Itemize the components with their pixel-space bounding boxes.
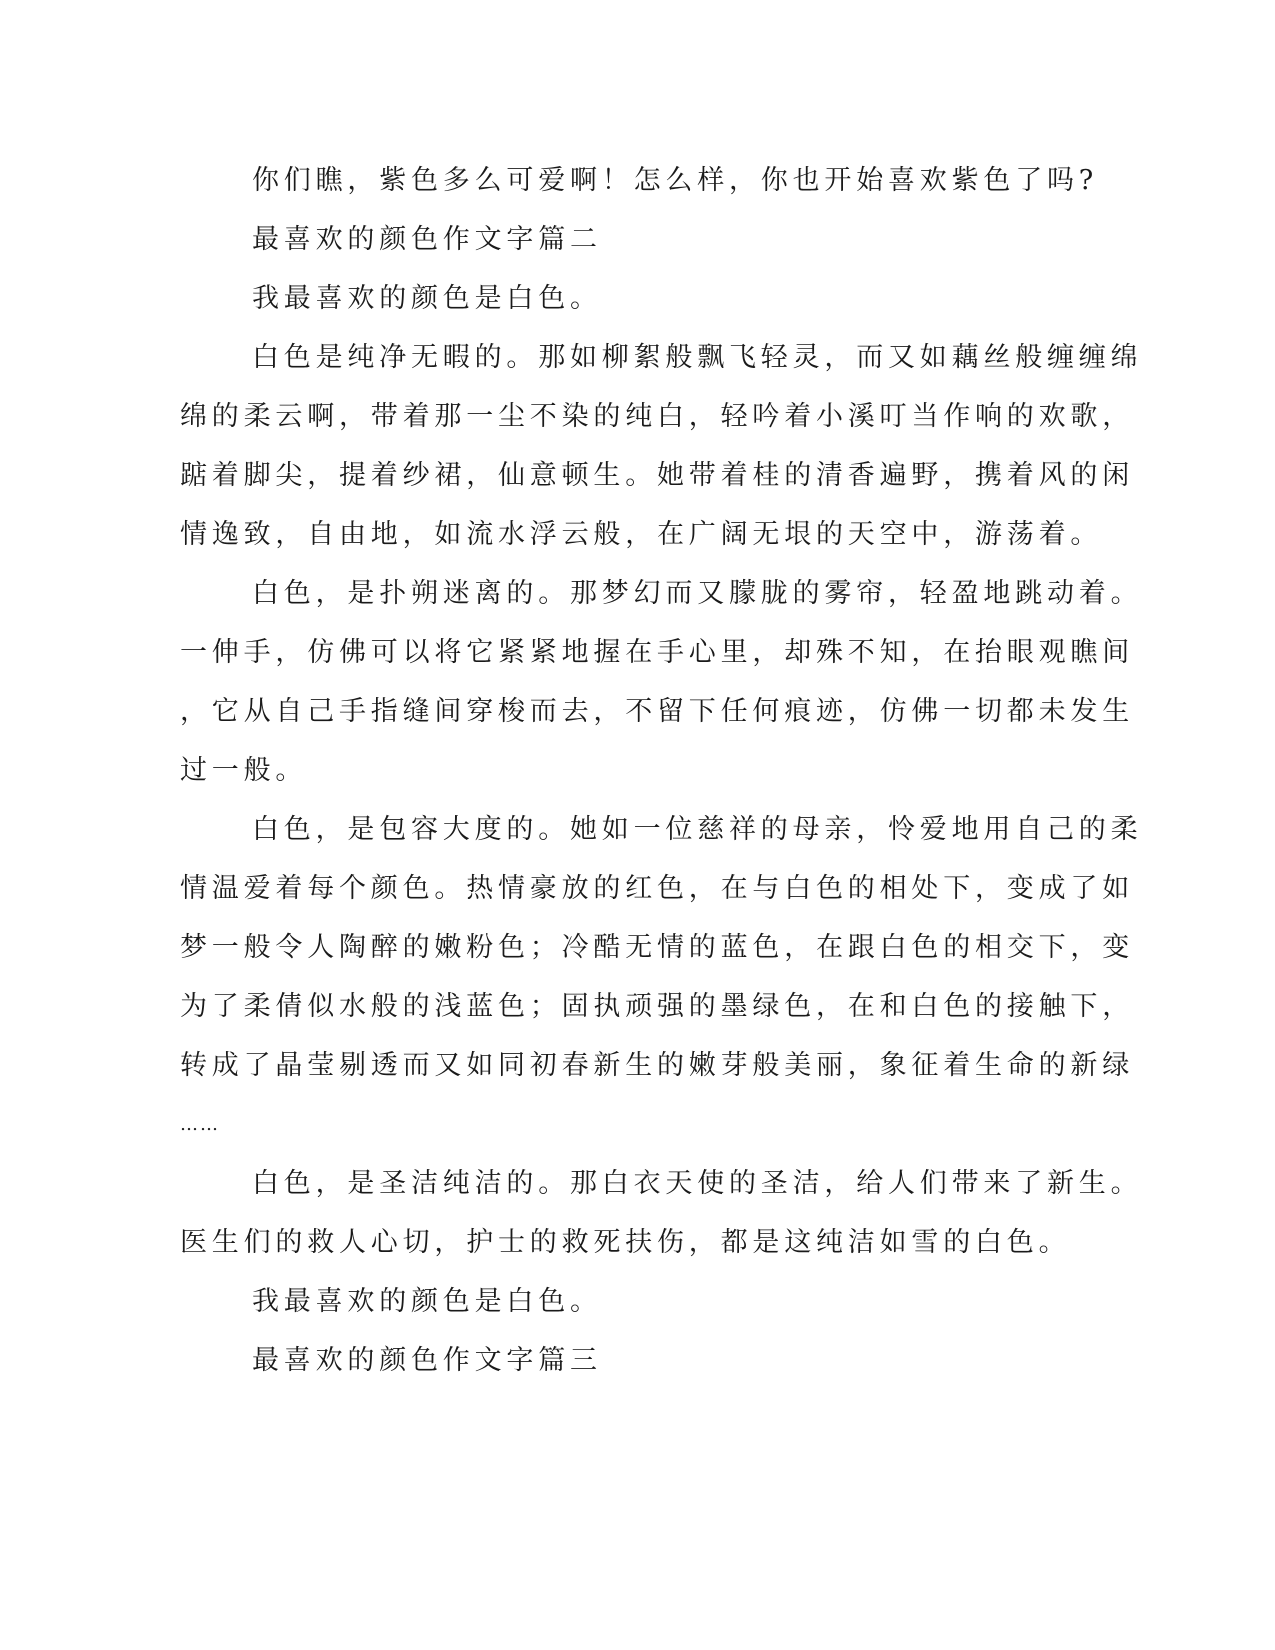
paragraph-line: 白色，是包容大度的。她如一位慈祥的母亲，怜爱地用自己的柔 (252, 814, 1143, 845)
paragraph-line: 梦一般令人陶醉的嫩粉色；冷酷无情的蓝色，在跟白色的相交下，变 (180, 932, 1134, 963)
paragraph-line: 医生们的救人心切，护士的救死扶伤，都是这纯洁如雪的白色。 (180, 1227, 1071, 1258)
paragraph-line: 为了柔倩似水般的浅蓝色；固执顽强的墨绿色，在和白色的接触下， (180, 991, 1134, 1022)
paragraph-line: 白色是纯净无暇的。那如柳絮般飘飞轻灵，而又如藕丝般缠缠绵 (252, 342, 1143, 373)
paragraph-line: 一伸手，仿佛可以将它紧紧地握在手心里，却殊不知，在抬眼观瞧间 (180, 637, 1134, 668)
paragraph-line: 情逸致，自由地，如流水浮云般，在广阔无垠的天空中，游荡着。 (180, 519, 1103, 550)
paragraph-line: 我最喜欢的颜色是白色。 (252, 283, 602, 314)
paragraph-line: 转成了晶莹剔透而又如同初春新生的嫩芽般美丽，象征着生命的新绿 (180, 1050, 1134, 1081)
paragraph-line: 绵的柔云啊，带着那一尘不染的纯白，轻吟着小溪叮当作响的欢歌， (180, 401, 1134, 432)
paragraph-line: 过一般。 (180, 755, 308, 786)
paragraph-line: 白色，是圣洁纯洁的。那白衣天使的圣洁，给人们带来了新生。 (252, 1168, 1143, 1199)
paragraph-line: 踮着脚尖，提着纱裙，仙意顿生。她带着桂的清香遍野，携着风的闲 (180, 460, 1134, 491)
paragraph-line: 白色，是扑朔迷离的。那梦幻而又朦胧的雾帘，轻盈地跳动着。 (252, 578, 1143, 609)
paragraph-line: 我最喜欢的颜色是白色。 (252, 1286, 602, 1317)
section-heading: 最喜欢的颜色作文字篇三 (252, 1345, 602, 1376)
paragraph-line: 情温爱着每个颜色。热情豪放的红色，在与白色的相处下，变成了如 (180, 873, 1134, 904)
paragraph-line: ，它从自己手指缝间穿梭而去，不留下任何痕迹，仿佛一切都未发生 (180, 696, 1134, 727)
ellipsis-line: …… (180, 1114, 220, 1135)
paragraph-line: 你们瞧，紫色多么可爱啊！怎么样，你也开始喜欢紫色了吗? (252, 165, 1099, 196)
section-heading: 最喜欢的颜色作文字篇二 (252, 224, 602, 255)
